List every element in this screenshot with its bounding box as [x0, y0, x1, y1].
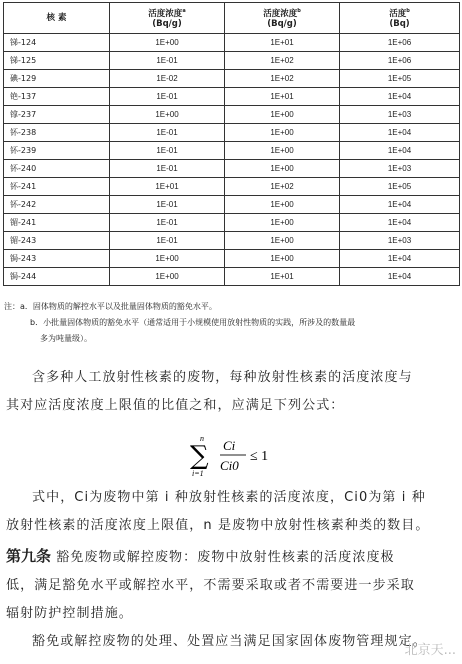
cell-nuclide: 碘-129	[4, 70, 110, 88]
cell-value: 1E+02	[225, 70, 340, 88]
paragraph-line: 其对应活度浓度上限值的比值之和，应满足下列公式：	[6, 398, 345, 413]
cell-nuclide: 钚-240	[4, 160, 110, 178]
cell-value: 1E-01	[110, 196, 225, 214]
table-row	[4, 124, 460, 142]
cell-value: 1E+06	[340, 52, 460, 70]
cell-value: 1E+00	[110, 106, 225, 124]
cell-nuclide: 锑-125	[4, 52, 110, 70]
header-activity-concentration-b: 活度浓度$^b$ (Bq/g)	[225, 3, 340, 34]
cell-value: 1E+00	[110, 250, 225, 268]
cell-value: 1E+01	[110, 178, 225, 196]
cell-value: 1E-01	[110, 214, 225, 232]
cell-value: 1E+00	[225, 106, 340, 124]
paragraph-line: 辐射防护控制措施。	[6, 606, 133, 621]
table-row	[4, 268, 460, 286]
cell-value: 1E+00	[225, 196, 340, 214]
cell-nuclide: 镎-237	[4, 106, 110, 124]
sum-ratio-formula	[190, 430, 300, 478]
table-row	[4, 178, 460, 196]
cell-nuclide: 镅-243	[4, 232, 110, 250]
paragraph-line: 式中，Ci为废物中第 i 种放射性核素的活度浓度，Ci0为第 i 种	[32, 490, 426, 505]
cell-value: 1E-01	[110, 88, 225, 106]
table-row	[4, 106, 460, 124]
cell-value: 1E+00	[225, 142, 340, 160]
fraction-denominator: Ci0	[220, 458, 239, 473]
cell-value: 1E+04	[340, 268, 460, 286]
cell-value: 1E+00	[225, 160, 340, 178]
watermark-logo: 北京天...	[404, 643, 456, 658]
paragraph-line: 豁免或解控废物的处理、处置应当满足国家固体废物管理规定。	[32, 634, 427, 649]
paragraph-formula-explanation	[6, 484, 458, 540]
cell-value: 1E+04	[340, 250, 460, 268]
cell-value: 1E+00	[225, 250, 340, 268]
cell-value: 1E+00	[225, 124, 340, 142]
table-row	[4, 214, 460, 232]
cell-value: 1E+01	[225, 88, 340, 106]
cell-value: 1E+02	[225, 178, 340, 196]
table-header-row	[4, 3, 460, 34]
cell-nuclide: 锔-243	[4, 250, 110, 268]
note-b-line1: b．小批量固体物质的豁免水平（通常适用于小规模使用放射性物质的实践，所涉及的数量最	[30, 318, 356, 327]
table-row	[4, 250, 460, 268]
cell-nuclide: 锑-124	[4, 34, 110, 52]
cell-nuclide: 钚-242	[4, 196, 110, 214]
cell-nuclide: 铯-137	[4, 88, 110, 106]
cell-value: 1E-02	[110, 70, 225, 88]
note-label: 注：	[4, 302, 20, 311]
table-row	[4, 142, 460, 160]
cell-value: 1E+03	[340, 160, 460, 178]
cell-nuclide: 锔-244	[4, 268, 110, 286]
cell-value: 1E-01	[110, 52, 225, 70]
article-9	[6, 542, 458, 628]
table-notes	[4, 299, 456, 347]
paragraph-line: 含多种人工放射性核素的废物，每种放射性核素的活度浓度与	[32, 370, 413, 385]
cell-value: 1E-01	[110, 142, 225, 160]
cell-nuclide: 钚-239	[4, 142, 110, 160]
paragraph-line: 放射性核素的活度浓度上限值，n 是废物中放射性核素种类的数目。	[6, 518, 430, 533]
note-a-text: a．固体物质的解控水平以及批量固体物质的豁免水平。	[20, 302, 217, 311]
note-b-line2: 多为吨量级）。	[40, 334, 92, 343]
cell-nuclide: 钚-241	[4, 178, 110, 196]
cell-value: 1E+00	[225, 214, 340, 232]
nuclide-limits-table	[3, 2, 460, 286]
note-a	[4, 299, 456, 315]
cell-value: 1E+01	[225, 268, 340, 286]
cell-value: 1E+06	[340, 34, 460, 52]
cell-value: 1E+04	[340, 142, 460, 160]
formula-relation: ≤ 1	[250, 449, 269, 464]
fraction-numerator: Ci	[223, 438, 236, 453]
cell-value: 1E+04	[340, 196, 460, 214]
cell-value: 1E+04	[340, 124, 460, 142]
cell-value: 1E+02	[225, 52, 340, 70]
table-row	[4, 88, 460, 106]
paragraph-last	[6, 628, 458, 656]
table-row	[4, 70, 460, 88]
cell-nuclide: 镅-241	[4, 214, 110, 232]
cell-value: 1E+00	[110, 34, 225, 52]
table-row	[4, 34, 460, 52]
sum-lower-limit: i=1	[192, 469, 204, 478]
cell-nuclide: 钚-238	[4, 124, 110, 142]
paragraph-line: 低，满足豁免水平或解控水平，不需要采取或者不需要进一步采取	[6, 578, 415, 593]
cell-value: 1E-01	[110, 232, 225, 250]
table-row	[4, 232, 460, 250]
article-9-title: 第九条	[6, 547, 52, 565]
cell-value: 1E-01	[110, 124, 225, 142]
sum-upper-limit: n	[200, 434, 204, 443]
cell-value: 1E+05	[340, 178, 460, 196]
cell-value: 1E+03	[340, 106, 460, 124]
table-row	[4, 196, 460, 214]
table-row	[4, 160, 460, 178]
sigma-symbol: ∑	[190, 441, 209, 471]
cell-value: 1E+00	[110, 268, 225, 286]
table-row	[4, 52, 460, 70]
cell-value: 1E+05	[340, 70, 460, 88]
paragraph-multi-nuclide	[6, 364, 458, 420]
cell-value: 1E+01	[225, 34, 340, 52]
cell-value: 1E+03	[340, 232, 460, 250]
cell-value: 1E-01	[110, 160, 225, 178]
header-activity-concentration-a: 活度浓度$^a$ (Bq/g)	[110, 3, 225, 34]
formula-svg	[190, 430, 300, 478]
article-9-text: 豁免废物或解控废物：废物中放射性核素的活度浓度极	[56, 550, 395, 565]
article-9-line1	[6, 542, 458, 572]
cell-value: 1E+04	[340, 88, 460, 106]
cell-value: 1E+04	[340, 214, 460, 232]
header-activity-b: 活度$^b$ (Bq)	[340, 3, 460, 34]
cell-value: 1E+00	[225, 232, 340, 250]
header-nuclide: 核 素	[4, 3, 110, 34]
